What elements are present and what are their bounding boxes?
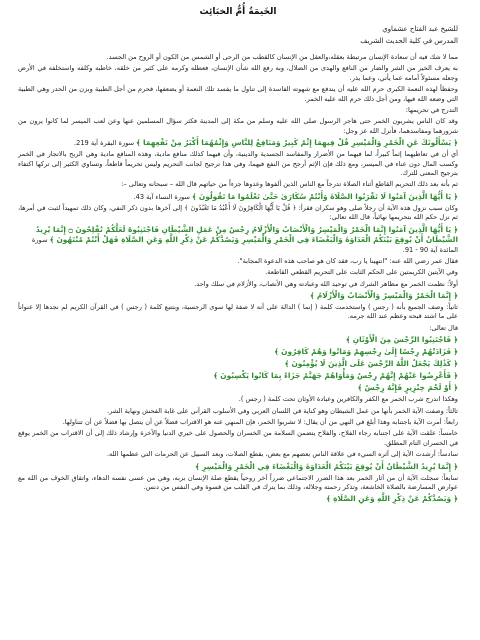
page-title: الخَيمَةُ أُمُّ الخبَائِث	[199, 7, 277, 17]
quran-verse	[18, 335, 458, 345]
paragraph-text: التدرج في تحريمها:	[405, 106, 458, 115]
paragraph-text: رابعاً: أمرت الآية باجتنابه وهذا أبلغ في النهي من أن يقال: لا تشربوا الخمر، فإن المنهي عنه هو الاقتراب فضلاً عن أن يتصل بها فضلاً عن أن تتناولها.	[62, 417, 458, 426]
paragraph	[18, 450, 458, 459]
paragraph	[18, 268, 458, 277]
paragraph-text: ثانياً: وصف الجميع بأنه ( رجس ) واستخدمت كلمة ( إنما ) الدالة على أنه لا صفة لها سوى الرجسية، وبتتبع كلمة ( رجس ) في القرآن الكريم لم نجدها إلا عنواناً على ما اشتد قبحه وعظم عند الله جرمه.	[18, 302, 458, 321]
quran-verse	[18, 225, 458, 255]
verse-text: ﴿ يَا أَيُّهَا الَّذِينَ آمَنُوا لَا تَقْرَبُوا الصَّلَاةَ وَأَنْتُمْ سُكَارَىٰ حَتَّىٰ تَعْلَمُوا مَا تَقُولُونَ ﴾	[192, 191, 458, 201]
paragraph-text: أي أن في تعاطيهما إثماً كبيراً، لما فيهما من الأضرار والمفاسد الجسدية والدينية، وأن فيهما كذلك منافع مادية، وهذه المنافع مادية وهي الربح بالاتجار في الخمر وكسب المال دون عناء في الميسر، ومع ذلك فإن الإثم أرجح من النفع فيهما، وفي هذا ترجيح لجانب التحريم وليس تحريماً قاطعاً، وتساوي الكثير إلى تركها اكتفاء بترجيح المعنى للترك.	[18, 150, 458, 178]
paragraph-text: قال تعالى:	[429, 323, 458, 332]
paragraph	[18, 204, 458, 223]
verse-text: ﴿ فَاجْتَنِبُوا الرِّجْسَ مِنَ الْأَوْثَانِ ﴾	[345, 335, 458, 345]
verse-text: ﴿ كَذَٰلِكَ يَجْعَلُ اللَّهُ الرِّجْسَ عَلَى الَّذِينَ لَا يُؤْمِنُونَ ﴾	[284, 359, 458, 369]
paragraph-text: سابعاً: سجلت الآية أن من آثار الخمر بعد هذا الضرر الاجتماعي ضرراً آخر روحياً يقطع صلة الإنسان بربه، وهي من عسى نفسه الدهاء، واتقاق الخوف من الله مع عوارض المسارضة بالصلاة الخاشعة، وتذكر رحمته وجلاله، وذلك بما يترك في القلب من قسوة وفي النفس من دنس.	[18, 473, 458, 491]
paragraph	[18, 257, 458, 266]
paragraph	[18, 474, 458, 493]
paragraph-text: وفي الآيتين الكريمتين على الحكم الثابت على التحريم القطعي القاطعة.	[265, 268, 458, 277]
paragraph	[18, 85, 458, 104]
paragraph	[18, 64, 458, 83]
paragraph	[18, 324, 458, 333]
paragraph	[18, 53, 458, 62]
verse-text: ﴿ أَوْ لَحْمَ خِنْزِيرٍ فَإِنَّهُ رِجْسٌ ﴾	[357, 383, 458, 393]
paragraph-text: وهكذا اندرج شرب الخمر مع الكفر والكافرين وعبادة الأوثان تحت كلمة ( رجس ).	[238, 395, 458, 404]
quran-verse	[18, 359, 458, 369]
quran-verse	[18, 347, 458, 357]
paragraph	[18, 407, 458, 416]
quran-verse	[18, 138, 458, 148]
article-body	[18, 53, 458, 504]
verse-text: ﴿ فَأَعْرِضُوا عَنْهُمْ إِنَّهُمْ رِجْسٌ وَمَأْوَاهُمْ جَهَنَّمُ جَزَاءً بِمَا كَانُوا يَكْسِبُونَ ﴾	[213, 371, 458, 381]
paragraph	[18, 106, 458, 115]
author-line: للشيخ عبد الفتاح عشماوي	[382, 25, 458, 33]
verse-text: ﴿ يَسْأَلُونَكَ عَنِ الْخَمْرِ وَالْمَيْسِرِ قُلْ فِيهِمَا إِثْمٌ كَبِيرٌ وَمَنَافِعُ لِلنَّاسِ وَإِثْمُهُمَا أَكْبَرُ مِنْ نَفْعِهِمَا ﴾	[136, 138, 458, 148]
paragraph-text: فقال عمر رضي الله عنه: "انتهينا يا رب، فقد كان هو صاحب هذه الدعوة المجابة".	[237, 256, 458, 265]
paragraph-text: مما لا شك فيه أن سعادة الإنسان مرتبطة بعقله،والعقل من الإنسان كالقطب من الرحى أو الشمس من الكون أو الروح من الجسد.	[106, 53, 458, 61]
paragraph	[18, 150, 458, 178]
quran-verse	[18, 291, 458, 301]
paragraph-text: وكان سبب نزول هذه الآية أن رجلاً صلى وهو سكران فقرأ: ﴿ قُلْ يَا أَيُّهَا الْكَافِرُونَ لَا أَعْبُدُ مَا تَعْبُدُونَ ﴾ إلى آخرها بدون ذكر النفي، وكان ذلك تمهيداً لثبت في أمرها، ثم نزل حكم الله بتحريمها نهائياً، قال الله تعالى:	[18, 203, 458, 222]
paragraph	[18, 429, 458, 448]
verse-text: ﴿ إِنَّمَا يُرِيدُ الشَّيْطَانُ أَنْ يُوقِعَ بَيْنَكُمُ الْعَدَاوَةَ وَالْبَغْضَاءَ فِي الْخَمْرِ وَالْمَيْسِرِ ﴾	[195, 461, 458, 471]
verse-text: ﴿ فَزَادَتْهُمْ رِجْسًا إِلَىٰ رِجْسِهِمْ وَمَاتُوا وَهُمْ كَافِرُونَ ﴾	[274, 347, 458, 357]
quran-verse	[18, 494, 458, 504]
paragraph-text: وحفظاً لهذه النعمة الكبرى حرم الله عليه أن يندفع مع شهوته الفاسدة إلى تناول ما يفسد تلك النعمة أو يضعفها، فحرم من أجل الطبية وبزن من الحدر وهي الطبية التي وضعه الله فيها، ومن أجل ذلك حرم الله عليه الخمر.	[18, 85, 458, 103]
paragraph-text: وقد كان الناس يشربون الخمر حتى هاجر الرسول صلى الله عليه وسلم من مكة إلى المدينة فكثر سؤال المسلمين عنها وعن لعب الميسر لما كانوا يرون من شرورهما ومفاسدهما، فأنزل الله عز وجل:	[18, 117, 458, 135]
paragraph-text: به يعرف الخير من الشر والضار من النافع والهدى من الضلال، وبه رفع الله شأن الإنسان، فعطله وكرمه على كثير من خلقه، خاطبه وكلفه واستخلفه في الأرض وجعله مسئولاً أمامه عما يأتي، وعما يذر.	[18, 64, 458, 82]
paragraph-text: سادساً: أرشدت الآية إلى آثره السيء في علاقة الناس بعضهم مع بعض، بقطع الصلات، وبعد السبيل عن الحرمات التي عظمها الله.	[106, 450, 458, 459]
paragraph	[18, 395, 458, 404]
paragraph	[18, 180, 458, 189]
verse-text: ﴿ وَيَصُدَّكُمْ عَنْ ذِكْرِ اللَّهِ وَعَنِ الصَّلَاةِ ﴾	[326, 494, 458, 504]
paragraph	[18, 418, 458, 427]
verse-reference: سورة المائدة آية 90 - 91.	[31, 235, 458, 254]
paragraph-text: ثالثاً: وصفت الآية الخمر بأنها من عمل الشيطان وهو كناية في اللسان العربي وفي الأسلوب القرآني على غاية الفحش ونهاية الشر.	[107, 406, 458, 415]
quran-verse	[18, 371, 458, 381]
verse-reference: سورة البقرة آية 219.	[74, 139, 137, 148]
quran-verse	[18, 462, 458, 472]
paragraph-text: ثم بأنه بعد ذلك التحريم القاطع أثناء الصلاة تدرجاً مع الناس الذين ألفوها وعدوها جزءاً من حياتهم قال الله – سبحانه وتعالى –:	[121, 180, 458, 189]
quran-verse	[18, 192, 458, 202]
paragraph	[18, 117, 458, 136]
paragraph	[18, 280, 458, 289]
quran-verse	[18, 383, 458, 393]
author-role: المدرس في كلية الحديث الشريف	[360, 37, 458, 45]
verse-reference: سورة النساء آية 43.	[133, 192, 193, 201]
paragraph-text: خامساً: علقت الآية على اجتنابه رجاء الفلاح، والفلاح يتضمن السلامة من الخسران والحصول على خيري الدنيا والآخرة وإرشاد ذلك إلى أن الاقتراب من الخمر يوقع في الخسران التام المطلق.	[18, 429, 458, 447]
paragraph	[18, 303, 458, 322]
paragraph-text: أولاً: نظمت الخمر مع مظاهر الشرك في توحيد الله وعبادته وهي الأنصاب، والأزلام في سلك واحد.	[194, 279, 458, 288]
verse-text: ﴿ يَا أَيُّهَا الَّذِينَ آمَنُوا إِنَّمَا الْخَمْرُ وَالْمَيْسِرُ وَالْأَنْصَابُ وَالْأَزْلَامُ رِجْسٌ مِنْ عَمَلِ الشَّيْطَانِ فَاجْتَنِبُوهُ لَعَلَّكُمْ تُفْلِحُونَ ۝ إِنَّمَا يُرِيدُ الشَّيْطَانُ أَنْ يُوقِعَ بَيْنَكُمُ الْعَدَاوَةَ وَالْبَغْضَاءَ فِي الْخَمْرِ وَالْمَيْسِرِ وَيَصُدَّكُمْ عَنْ ذِكْرِ اللَّهِ وَعَنِ الصَّلَاةِ فَهَلْ أَنْتُمْ مُنْتَهُونَ ﴾	[35, 224, 458, 244]
verse-text: ﴿ إِنَّمَا الْخَمْرُ وَالْمَيْسِرُ وَالْأَنْصَابُ وَالْأَزْلَامُ ﴾	[309, 290, 458, 300]
